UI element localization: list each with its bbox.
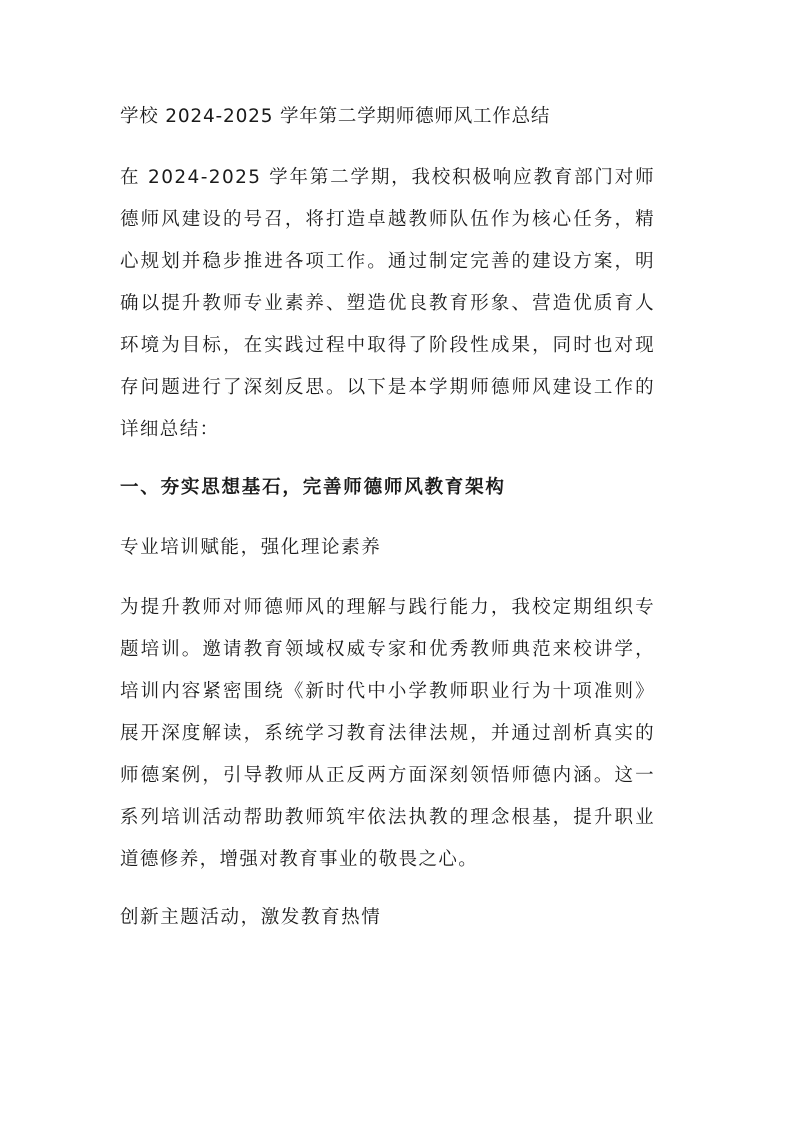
subsection-heading: 专业培训赋能，强化理论素养 bbox=[120, 537, 382, 558]
subsection-heading: 创新主题活动，激发教育热情 bbox=[120, 907, 382, 928]
document-title: 学校 2024-2025 学年第二学期师德师风工作总结 bbox=[120, 106, 551, 127]
section-heading: 一、夯实思想基石，完善师德师风教育架构 bbox=[120, 477, 506, 498]
intro-paragraph: 在 2024-2025 学年第二学期，我校积极响应教育部门对师德师风建设的号召，将打造卓越教师队伍作为核心任务，精心规划并稳步推进各项工作。通过制定完善的建设方案，明确以提升教师专业素养、塑造优良教育形象、营造优质育人环境为目标，在实践过程中取得了阶段性成果，同时也对现存问题进行了深刻反思。以下是本学期师德师风建设工作的详细总结： bbox=[120, 167, 655, 440]
body-paragraph: 为提升教师对师德师风的理解与践行能力，我校定期组织专题培训。邀请教育领域权威专家和优秀教师典范来校讲学，培训内容紧密围绕《新时代中小学教师职业行为十项准则》展开深度解读，系统学习教育法律法规，并通过剖析真实的师德案例，引导教师从正反两方面深刻领悟师德内涵。这一系列培训活动帮助教师筑牢依法执教的理念根基，提升职业道德修养，增强对教育事业的敬畏之心。 bbox=[120, 597, 655, 870]
